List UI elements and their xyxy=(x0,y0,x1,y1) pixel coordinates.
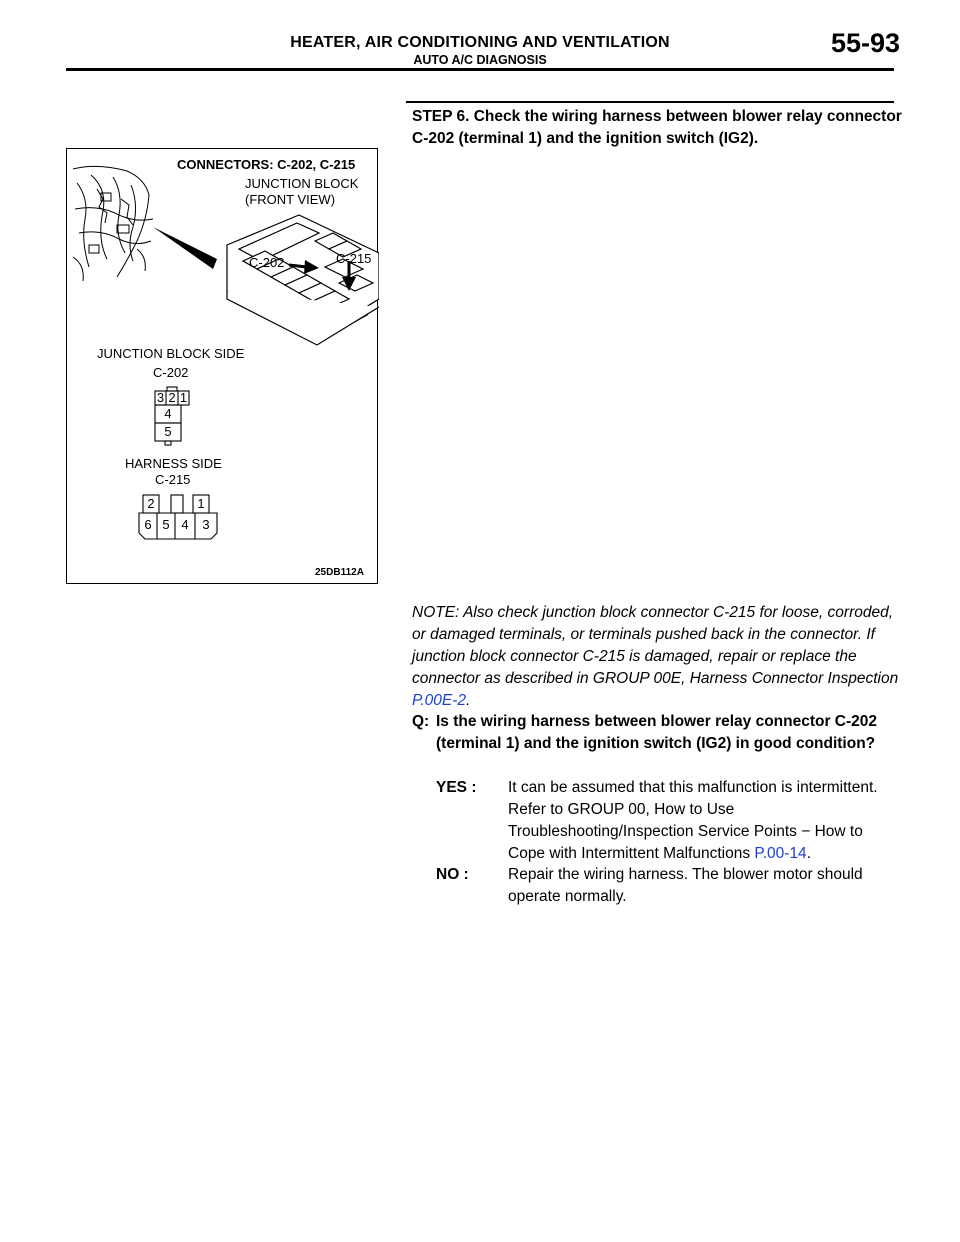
note-link[interactable]: P.00E-2 xyxy=(412,692,467,709)
answer-no xyxy=(436,864,902,908)
junction-block-drawing xyxy=(227,215,379,345)
c202-terminal: 4 xyxy=(164,406,172,421)
yes-key: YES : xyxy=(436,779,477,796)
c215-terminal: 3 xyxy=(202,517,210,532)
figure-id: 25DB112A xyxy=(315,567,364,578)
c202-terminal: 5 xyxy=(164,424,172,439)
figure-title: CONNECTORS: C-202, C-215 xyxy=(177,157,356,172)
section-title: HEATER, AIR CONDITIONING AND VENTILATION xyxy=(290,34,670,51)
front-view-label: (FRONT VIEW) xyxy=(245,192,336,207)
yes-link[interactable]: P.00-14 xyxy=(754,845,807,862)
note-paragraph xyxy=(412,602,902,712)
c202-terminal: 3 xyxy=(156,390,165,405)
answer-yes xyxy=(436,777,902,865)
section-subtitle: AUTO A/C DIAGNOSIS xyxy=(413,53,547,67)
c215-terminal: 6 xyxy=(144,517,152,532)
step-rule xyxy=(406,101,894,103)
page-number: 55-93 xyxy=(830,28,900,58)
note-text: NOTE: Also check junction block connector C-215 for loose, corroded, or damaged terminals, or terminals pushed back in the connector. If junction block connector C-215 is damaged, repair or replace the connector as described in GROUP 00E, Harness Connector Inspection xyxy=(412,604,899,687)
junction-block-label: JUNCTION BLOCK xyxy=(245,176,359,191)
yes-text: It can be assumed that this malfunction is intermittent. Refer to GROUP 00, How to Use Troubleshooting/Inspection Service Points − How to Cope with Intermittent Malfunctions xyxy=(508,779,878,862)
c215-terminal: 4 xyxy=(181,517,189,532)
dashboard-wiring-sketch xyxy=(73,166,153,281)
c215-terminal: 2 xyxy=(147,496,155,511)
connector-figure xyxy=(66,148,378,584)
c202-terminal: 1 xyxy=(179,390,188,405)
pointer-wedge xyxy=(153,227,217,269)
yes-end: . xyxy=(806,845,811,862)
callout-c215: C-215 xyxy=(336,251,372,266)
question-text: Is the wiring harness between blower relay connector C-202 (terminal 1) and the ignition switch (IG2) in good condition? xyxy=(436,713,878,752)
c202-terminal: 2 xyxy=(168,390,176,405)
harness-side-label: HARNESS SIDE xyxy=(125,456,222,471)
yes-text-block xyxy=(508,777,902,865)
no-text: Repair the wiring harness. The blower motor should operate normally. xyxy=(508,866,863,905)
c215-terminal: 5 xyxy=(162,517,170,532)
step-heading: STEP 6. Check the wiring harness between blower relay connector C-202 (terminal 1) and the ignition switch (IG2). xyxy=(412,108,902,147)
note-end: . xyxy=(466,692,471,709)
jb-side-connector: C-202 xyxy=(153,365,189,380)
connector-illustration xyxy=(67,149,379,585)
harness-side-connector: C-215 xyxy=(155,472,191,487)
no-key: NO : xyxy=(436,866,469,883)
c215-terminal: 1 xyxy=(197,496,205,511)
callout-c202: C-202 xyxy=(249,255,285,270)
jb-side-label: JUNCTION BLOCK SIDE xyxy=(97,346,245,361)
question-block xyxy=(412,711,894,755)
question-key: Q: xyxy=(412,713,430,730)
header-rule xyxy=(66,68,894,71)
